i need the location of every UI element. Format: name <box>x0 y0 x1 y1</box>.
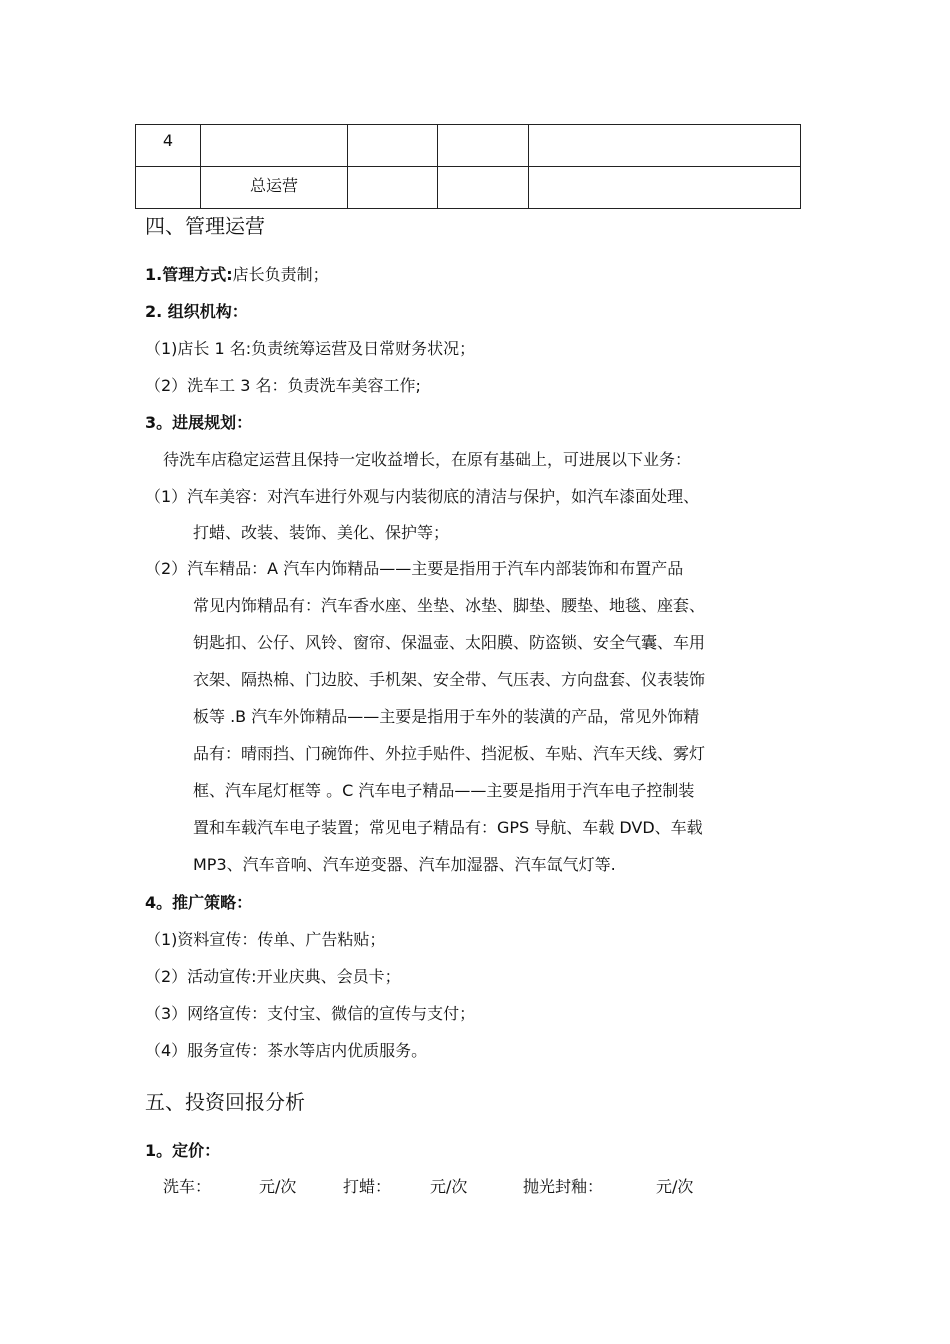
list-item: （1)店长 1 名:负责统筹运营及日常财务状况； <box>145 339 476 358</box>
list-item: （2）活动宣传:开业庆典、会员卡； <box>145 967 401 986</box>
table-cell <box>348 167 438 209</box>
item-label: 1。定价： <box>145 1141 221 1160</box>
table-cell <box>348 125 438 167</box>
item-label: 2. 组织机构： <box>145 302 248 321</box>
table-row <box>136 125 801 167</box>
price-unit: 元/次 <box>656 1177 694 1196</box>
paragraph-line: （1）汽车美容：对汽车进行外观与内装彻底的清洁与保护，如汽车漆面处理、 <box>145 487 700 506</box>
table-cell: 总运营 <box>201 167 348 209</box>
table-cell <box>201 125 348 167</box>
table-row <box>136 167 801 209</box>
section-title: 五、投资回报分析 <box>145 1090 305 1114</box>
paragraph-line: 待洗车店稳定运营且保持一定收益增长，在原有基础上，可进展以下业务： <box>163 450 692 469</box>
price-item: 洗车： <box>163 1177 212 1196</box>
item-label: 1.管理方式: <box>145 265 233 284</box>
paragraph-line: （2）汽车精品：A 汽车内饰精品——主要是指用于汽车内部装饰和布置产品 <box>145 559 684 578</box>
paragraph-line: 置和车载汽车电子装置；常见电子精品有：GPS 导航、车载 DVD、车载 <box>193 818 703 837</box>
price-unit: 元/次 <box>430 1177 468 1196</box>
paragraph-line: 钥匙扣、公仔、风铃、窗帘、保温壶、太阳膜、防盗锁、安全气囊、车用 <box>193 633 706 652</box>
management-method <box>145 265 329 285</box>
table-cell <box>529 125 801 167</box>
paragraph-line: 框、汽车尾灯框等 。C 汽车电子精品——主要是指用于汽车电子控制装 <box>193 781 695 800</box>
list-item: （3）网络宣传：支付宝、微信的宣传与支付； <box>145 1004 476 1023</box>
item-text: 店长负责制； <box>232 265 329 284</box>
table-cell <box>438 167 529 209</box>
paragraph-line: 常见内饰精品有：汽车香水座、坐垫、冰垫、脚垫、腰垫、地毯、座套、 <box>193 596 706 615</box>
table-cell <box>136 167 201 209</box>
price-unit: 元/次 <box>259 1177 297 1196</box>
price-item: 打蜡： <box>343 1177 392 1196</box>
table-cell: 4 <box>136 125 201 167</box>
item-label: 3。进展规划： <box>145 413 253 432</box>
price-item: 抛光封釉： <box>523 1177 604 1196</box>
item-label: 4。推广策略： <box>145 893 253 912</box>
paragraph-line: 打蜡、改装、装饰、美化、保护等； <box>193 523 450 542</box>
list-item: （4）服务宣传：茶水等店内优质服务。 <box>145 1041 428 1060</box>
paragraph-line: 衣架、隔热棉、门边胶、手机架、安全带、气压表、方向盘套、仪表装饰 <box>193 670 706 689</box>
paragraph-line: MP3、汽车音响、汽车逆变器、汽车加湿器、汽车氙气灯等. <box>193 855 616 874</box>
table-cell <box>438 125 529 167</box>
paragraph-line: 板等 .B 汽车外饰精品——主要是指用于车外的装潢的产品，常见外饰精 <box>193 707 700 726</box>
paragraph-line: 品有：晴雨挡、门碗饰件、外拉手贴件、挡泥板、车贴、汽车天线、雾灯 <box>193 744 706 763</box>
operations-table <box>135 124 801 209</box>
section-title: 四、管理运营 <box>145 214 265 238</box>
list-item: （1)资料宣传：传单、广告粘贴； <box>145 930 386 949</box>
list-item: （2）洗车工 3 名：负责洗车美容工作; <box>145 376 421 395</box>
table-cell <box>529 167 801 209</box>
